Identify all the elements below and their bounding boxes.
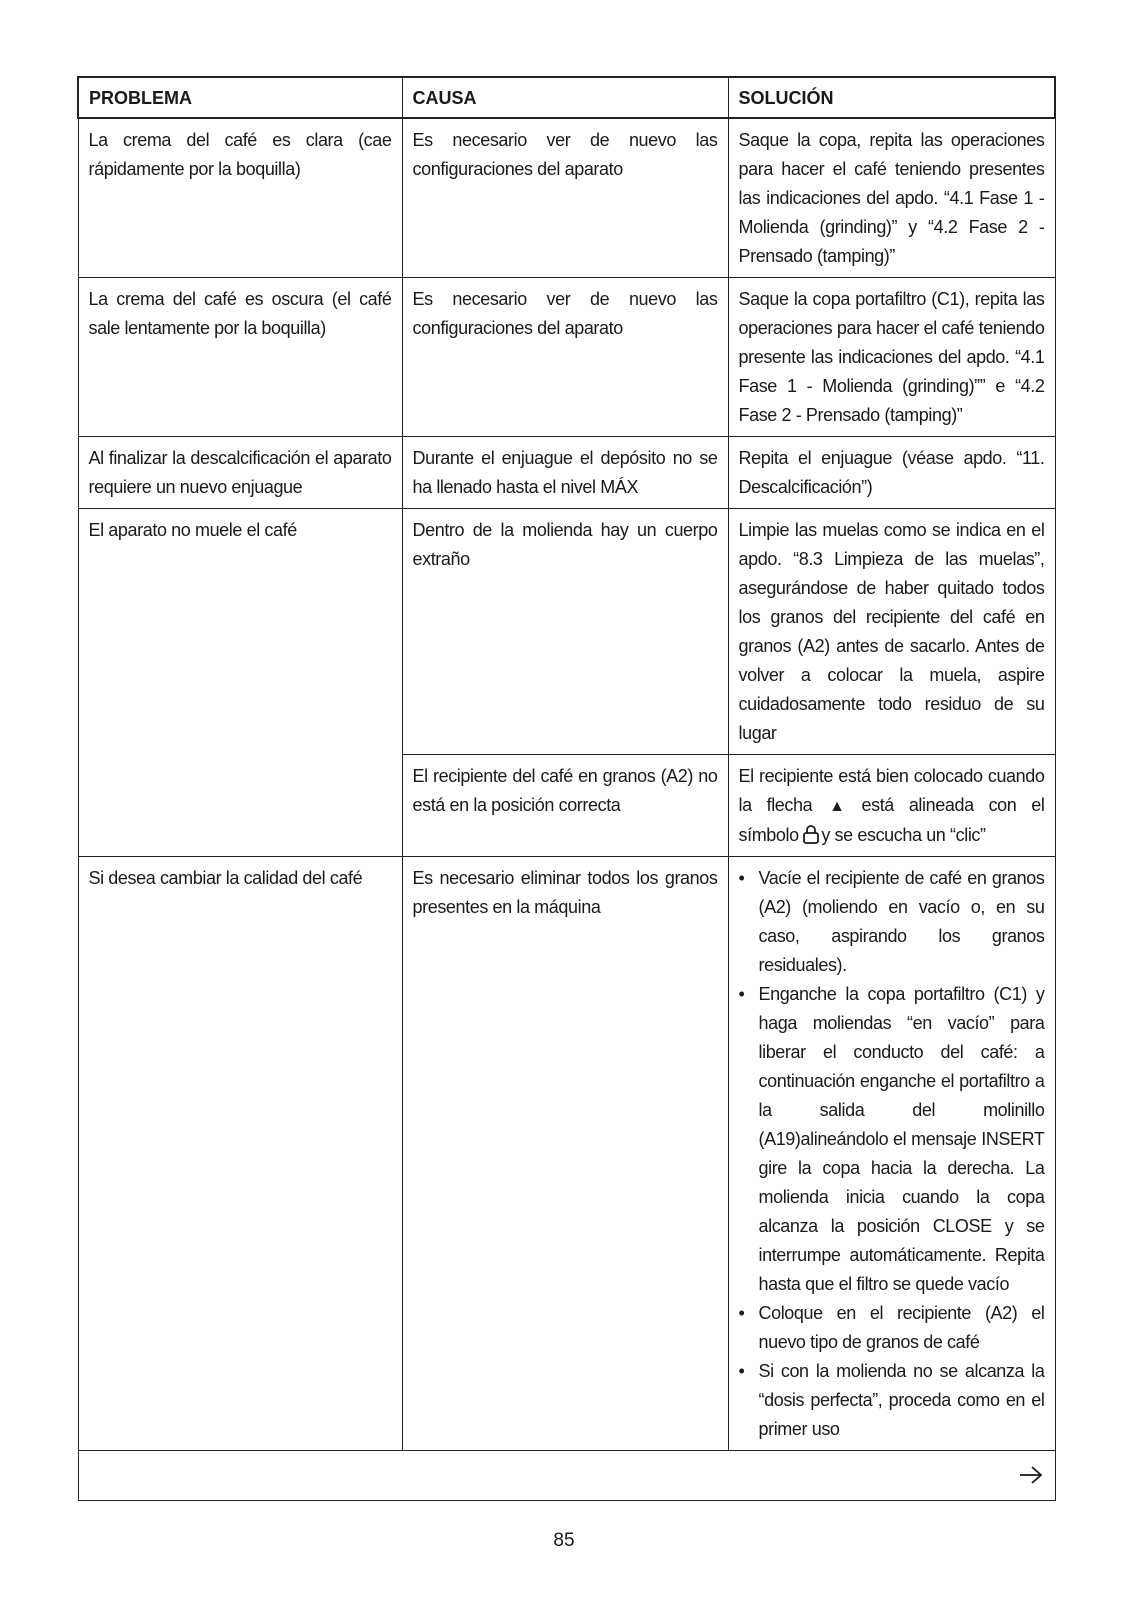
solution-cell [728,857,1055,1451]
solution-cell: Saque la copa portafiltro (C1), repita las operaciones para hacer el café teniendo presente las indicaciones del apdo. “4.1 Fase 1 - Molienda (grinding)”” e “4.2 Fase 2 - Prensado (tamping)” [728,278,1055,437]
list-item-text: Si con la molienda no se alcanza la “dosis perfecta”, proceda como en el primer uso [758,1361,1045,1439]
solution-cell: Saque la copa, repita las operaciones para hacer el café teniendo presentes las indicaciones del apdo. “4.1 Fase 1 - Molienda (grinding)” y “4.2 Fase 2 - Prensado (tamping)” [728,118,1055,278]
problem-cell: El aparato no muele el café [78,509,402,857]
list-item [738,864,1045,980]
problem-cell: Al finalizar la descalcificación el aparato requiere un nuevo enjuague [78,437,402,509]
solution-text-part: El recipiente está bien colocado cuando la flecha [738,766,1045,815]
solution-text-part: y se escucha un “clic” [821,825,986,845]
table-header-row [78,77,1055,118]
solution-cell: Limpie las muelas como se indica en el apdo. “8.3 Limpieza de las muelas”, asegurándose de haber quitado todos los granos del recipiente del café en granos (A2) antes de sacarlo. Antes de volver a colocar la muela, aspire cuidadosamente todo residuo de su lugar [728,509,1055,755]
list-item-text: Enganche la copa portafiltro (C1) y haga moliendas “en vacío” para liberar el conducto del café: a continuación enganche el portafiltro a la salida del molinillo (A19)alineándolo el mensaje INSERT gire la copa hacia la derecha. La molienda inicia cuando la copa alcanza la posición CLOSE y se interrumpe automáticamente. Repita hasta que el filtro se quede vacío [758,984,1045,1294]
table-row [78,118,1055,278]
table-row [78,509,1055,755]
problem-cell: La crema del café es clara (cae rápidamente por la boquilla) [78,118,402,278]
solution-list [739,864,1045,1444]
bullet-icon: • [738,1303,745,1323]
cause-cell: Dentro de la molienda hay un cuerpo extraño [402,509,728,755]
solution-cell: Repita el enjuague (véase apdo. “11. Descalcificación”) [728,437,1055,509]
list-item [738,1357,1045,1444]
list-item-text: Coloque en el recipiente (A2) el nuevo tipo de granos de café [758,1303,1045,1352]
header-problema: PROBLEMA [78,77,402,118]
cause-cell: Es necesario ver de nuevo las configuraciones del aparato [402,278,728,437]
bullet-icon: • [738,1361,745,1381]
cause-cell: Es necesario eliminar todos los granos presentes en la máquina [402,857,728,1451]
bullet-icon: • [738,984,745,1004]
page-number: 85 [553,1530,575,1551]
solution-text-part: está alineada con el símbolo [738,795,1045,845]
header-solucion: SOLUCIÓN [728,77,1055,118]
cause-cell: El recipiente del café en granos (A2) no está en la posición correcta [402,755,728,857]
troubleshooting-table [77,76,1056,1501]
table-row [78,857,1055,1451]
table-row [78,278,1055,437]
list-item [738,1299,1045,1357]
arrow-up-icon: ▲ [829,798,845,815]
table-footer-row [78,1451,1055,1501]
cause-cell: Es necesario ver de nuevo las configuraciones del aparato [402,118,728,278]
continue-cell [78,1451,1055,1501]
problem-cell: La crema del café es oscura (el café sale lentamente por la boquilla) [78,278,402,437]
problem-cell: Si desea cambiar la calidad del café [78,857,402,1451]
solution-cell [728,755,1055,857]
cause-cell: Durante el enjuague el depósito no se ha llenado hasta el nivel MÁX [402,437,728,509]
bullet-icon: • [738,868,745,888]
arrow-right-icon [1017,1464,1045,1486]
list-item-text: Vacíe el recipiente de café en granos (A2) (moliendo en vacío o, en su caso, aspirando los granos residuales). [758,868,1045,975]
list-item [738,980,1045,1299]
table-row [78,437,1055,509]
header-causa: CAUSA [402,77,728,118]
lock-icon [803,824,819,844]
